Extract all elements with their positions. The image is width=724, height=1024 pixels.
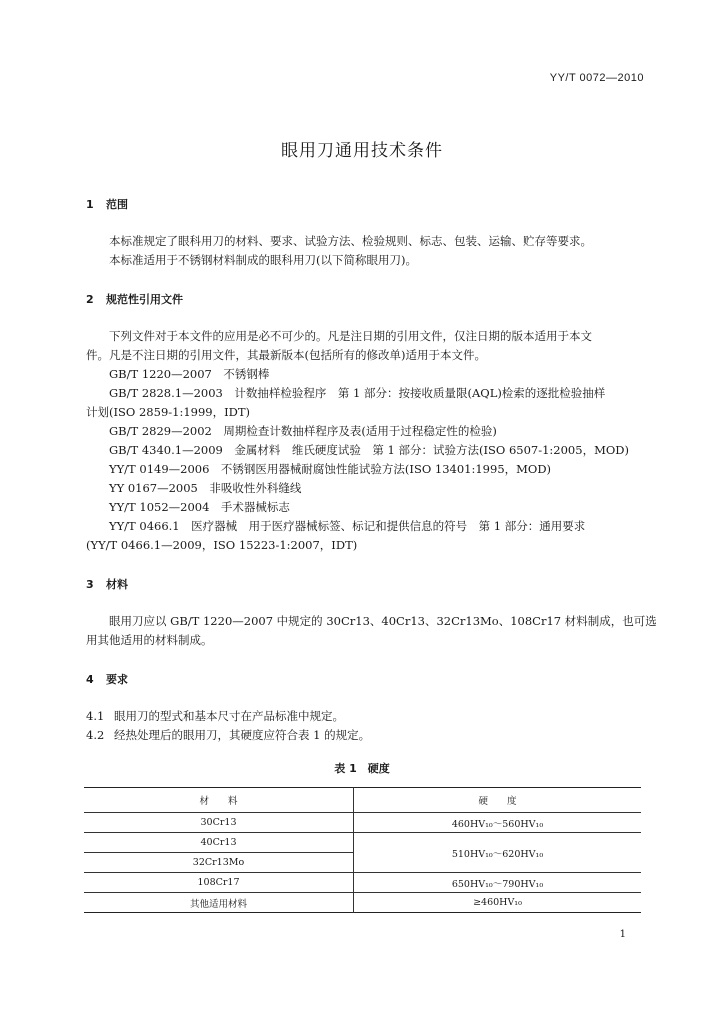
section-2-heading: [86, 291, 183, 307]
section-number: 2: [86, 293, 94, 306]
section-title: 材料: [106, 578, 128, 591]
material-cell: 30Cr13: [84, 813, 354, 833]
table-header-row: [84, 788, 641, 813]
reference-item: YY/T 0466.1 医疗器械 用于医疗器械标签、标记和提供信息的符号 第 1 部分：通用要求: [109, 519, 586, 533]
material-cell: 40Cr13: [84, 833, 354, 853]
section-1-heading: [86, 196, 128, 212]
hardness-table: [84, 787, 641, 913]
clause-text: 经热处理后的眼用刀，其硬度应符合表 1 的规定。: [114, 728, 371, 742]
material-cell: 32Cr13Mo: [84, 853, 354, 873]
table-row: [84, 893, 641, 913]
hardness-cell: ≥460HV₁₀: [354, 893, 642, 913]
table-row: [84, 873, 641, 893]
section-number: 4: [86, 673, 94, 686]
scope-paragraph-1: 本标准规定了眼科用刀的材料、要求、试验方法、检验规则、标志、包装、运输、贮存等要求。: [109, 234, 592, 248]
requirement-item: [86, 707, 344, 726]
references-intro-line-2: 件。凡是不注日期的引用文件，其最新版本(包括所有的修改单)适用于本文件。: [86, 348, 486, 362]
section-title: 要求: [106, 673, 128, 686]
header-hardness: 硬 度: [354, 788, 642, 813]
section-4-heading: [86, 671, 128, 687]
reference-item: YY/T 1052—2004 手术器械标志: [109, 500, 290, 514]
clause-number: 4.2: [86, 728, 105, 742]
materials-text-line-2: 用其他适用的材料制成。: [86, 633, 213, 647]
hardness-cell: 650HV₁₀～790HV₁₀: [354, 873, 642, 893]
document-title: 眼用刀通用技术条件: [281, 141, 443, 161]
reference-item-continuation: (YY/T 0466.1—2009，ISO 15223-1:2007，IDT): [86, 538, 358, 552]
clause-number: 4.1: [86, 709, 105, 723]
table-row: [84, 833, 641, 853]
materials-text-line-1: 眼用刀应以 GB/T 1220—2007 中规定的 30Cr13、40Cr13、32Cr13Mo、108Cr17 材料制成，也可选: [109, 614, 657, 628]
section-number: 3: [86, 578, 94, 591]
table-caption: 表 1 硬度: [334, 762, 390, 775]
reference-item: GB/T 4340.1—2009 金属材料 维氏硬度试验 第 1 部分：试验方法(ISO 6507-1:2005，MOD): [109, 443, 629, 457]
header-material: 材 料: [84, 788, 354, 813]
scope-paragraph-2: 本标准适用于不锈钢材料制成的眼科用刀(以下简称眼用刀)。: [109, 253, 417, 267]
reference-item: GB/T 2829—2002 周期检查计数抽样程序及表(适用于过程稳定性的检验): [109, 424, 497, 438]
reference-item-continuation: 计划(ISO 2859-1:1999，IDT): [86, 405, 251, 419]
material-cell: 其他适用材料: [84, 893, 354, 913]
hardness-cell: 510HV₁₀～620HV₁₀: [354, 833, 642, 873]
section-title: 范围: [106, 198, 128, 211]
section-title: 规范性引用文件: [106, 293, 183, 306]
references-intro-line-1: 下列文件对于本文件的应用是必不可少的。凡是注日期的引用文件，仅注日期的版本适用于本文: [109, 329, 592, 343]
material-cell: 108Cr17: [84, 873, 354, 893]
table-row: [84, 813, 641, 833]
page-number: 1: [619, 929, 626, 940]
section-number: 1: [86, 198, 94, 211]
reference-item: YY/T 0149—2006 不锈钢医用器械耐腐蚀性能试验方法(ISO 13401:1995，MOD): [109, 462, 552, 476]
clause-text: 眼用刀的型式和基本尺寸在产品标准中规定。: [114, 709, 344, 723]
requirement-item: [86, 726, 370, 745]
reference-item: GB/T 2828.1—2003 计数抽样检验程序 第 1 部分：按接收质量限(AQL)检索的逐批检验抽样: [109, 386, 606, 400]
reference-item: GB/T 1220—2007 不锈钢棒: [109, 367, 270, 381]
section-3-heading: [86, 576, 128, 592]
standard-code: YY/T 0072—2010: [549, 72, 644, 84]
reference-item: YY 0167—2005 非吸收性外科缝线: [109, 481, 302, 495]
hardness-cell: 460HV₁₀～560HV₁₀: [354, 813, 642, 833]
